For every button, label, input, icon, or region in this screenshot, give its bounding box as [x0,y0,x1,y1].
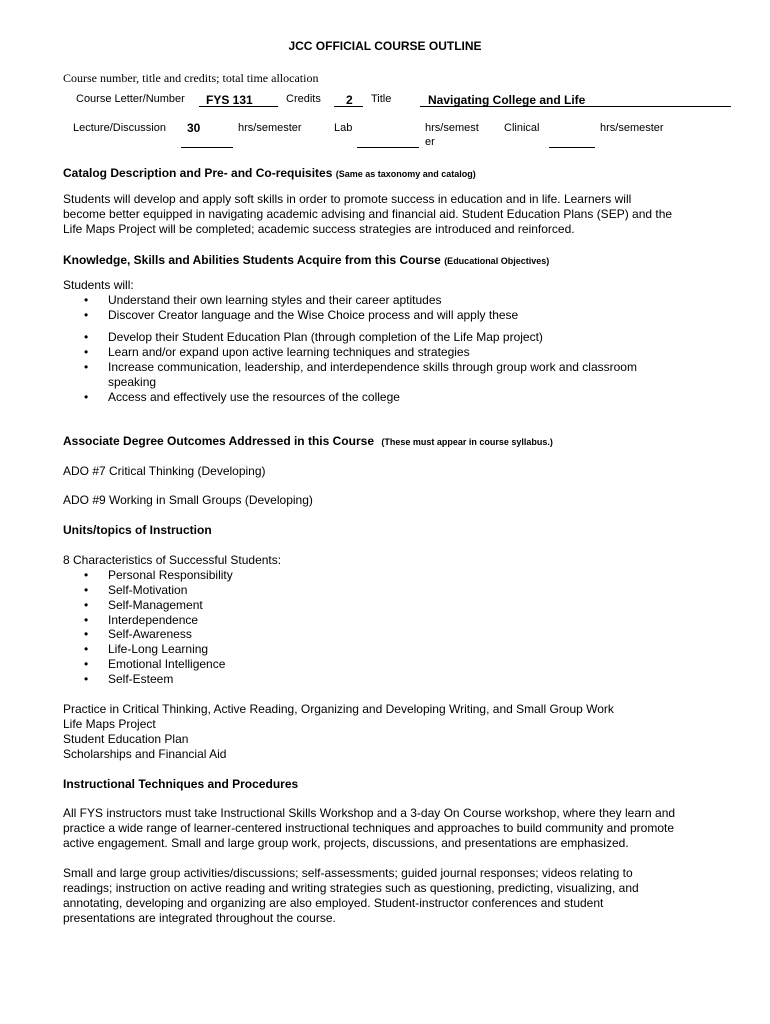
list-item [84,627,192,642]
bullet-icon: • [84,345,89,359]
ado-heading [63,434,553,449]
list-item-continuation: speaking [108,375,157,389]
list-item [84,390,400,405]
bullet-icon: • [84,360,89,374]
catalog-heading-note: (Same as taxonomy and catalog) [335,169,476,179]
list-item-text: Self-Esteem [108,672,174,686]
units-extra-line: Scholarships and Financial Aid [63,747,227,761]
ado-item-1: ADO #7 Critical Thinking (Developing) [63,464,266,478]
course-header-subtitle: Course number, title and credits; total time allocation [63,71,319,85]
clinical-underline [549,147,595,148]
lecture-value: 30 [187,121,201,135]
list-item-text: Personal Responsibility [108,568,233,582]
bullet-icon: • [84,330,89,344]
course-letter-label: Course Letter/Number [76,93,185,105]
objectives-heading-note: (Educational Objectives) [444,256,550,266]
lab-hrs-label-a: hrs/semest [425,122,479,134]
units-intro: 8 Characteristics of Successful Students: [63,553,282,567]
lecture-underline [181,147,233,148]
title-label: Title [371,93,392,105]
list-item-text: Self-Awareness [108,627,192,641]
list-item [84,672,174,687]
bullet-icon: • [84,390,89,404]
list-item-text: Self-Motivation [108,583,188,597]
list-item-text: Develop their Student Education Plan (through completion of the Life Map project) [108,330,543,344]
list-item [84,345,470,360]
ado-heading-text: Associate Degree Outcomes Addressed in this Course [63,434,374,448]
bullet-icon: • [84,568,89,582]
course-title-underline [420,106,731,107]
catalog-line: Life Maps Project will be completed; academic success strategies are introduced and reinforced. [63,222,575,236]
catalog-heading-text: Catalog Description and Pre- and Co-requisites [63,166,333,180]
techniques-line: annotating, developing and organizing are also employed. Student-instructor conferences and student [63,896,604,910]
catalog-description [63,192,713,237]
units-extra [63,702,713,762]
credits-value: 2 [346,93,353,107]
bullet-icon: • [84,293,89,307]
bullet-icon: • [84,583,89,597]
list-item-text: Emotional Intelligence [108,657,226,671]
credits-label: Credits [286,93,321,105]
document-title: JCC OFFICIAL COURSE OUTLINE [288,39,482,53]
bullet-icon: • [84,627,89,641]
objectives-heading-text: Knowledge, Skills and Abilities Students Acquire from this Course [63,253,441,267]
clinical-label: Clinical [504,122,540,134]
list-item [84,613,199,628]
course-letter-underline [199,106,278,107]
list-item [84,308,519,323]
list-item-text: Understand their own learning styles and their career aptitudes [108,293,442,307]
course-letter-value: FYS 131 [206,93,253,107]
list-item [84,568,233,583]
bullet-icon: • [84,657,89,671]
techniques-paragraph-1 [63,806,713,851]
techniques-heading: Instructional Techniques and Procedures [63,777,299,791]
list-item [84,360,637,375]
course-title-value: Navigating College and Life [428,93,586,107]
bullet-icon: • [84,613,89,627]
ado-heading-note: (These must appear in course syllabus.) [381,437,553,447]
techniques-paragraph-2 [63,866,713,926]
techniques-line: practice a wide range of learner-centered instructional techniques and approaches to build community and promote [63,821,675,835]
list-item-text: Self-Management [108,598,203,612]
techniques-line: Small and large group activities/discussions; self-assessments; guided journal responses; videos relating to [63,866,633,880]
objectives-heading [63,253,549,268]
techniques-line: readings; instruction on active reading and writing strategies such as questioning, predicting, visualizing, and [63,881,639,895]
list-item-text: Learn and/or expand upon active learning techniques and strategies [108,345,470,359]
list-item [84,583,188,598]
lab-underline [357,147,419,148]
bullet-icon: • [84,308,89,322]
units-heading: Units/topics of Instruction [63,523,212,537]
clinical-hrs-label: hrs/semester [600,122,664,134]
ado-item-2: ADO #9 Working in Small Groups (Developing) [63,493,313,507]
bullet-icon: • [84,642,89,656]
list-item-text: Life-Long Learning [108,642,209,656]
list-item [84,598,203,613]
list-item [84,657,226,672]
techniques-line: All FYS instructors must take Instructional Skills Workshop and a 3-day On Course workshop, where they learn and [63,806,676,820]
catalog-line: Students will develop and apply soft skills in order to promote success in education and in life. Learners will [63,192,632,206]
units-extra-line: Life Maps Project [63,717,156,731]
objectives-intro: Students will: [63,278,134,292]
lecture-label: Lecture/Discussion [73,122,166,134]
catalog-heading [63,166,476,181]
units-extra-line: Practice in Critical Thinking, Active Reading, Organizing and Developing Writing, and Small Group Work [63,702,614,716]
list-item-text: Interdependence [108,613,199,627]
credits-underline [334,106,363,107]
list-item-text: Increase communication, leadership, and interdependence skills through group work and classroom [108,360,637,374]
techniques-line: active engagement. Small and large group work, projects, discussions, and presentations are emphasized. [63,836,629,850]
lab-hrs-label-b: er [425,136,435,148]
bullet-icon: • [84,672,89,686]
techniques-line: presentations are integrated throughout the course. [63,911,336,925]
lab-label: Lab [334,122,353,134]
bullet-icon: • [84,598,89,612]
lecture-hrs-label: hrs/semester [238,122,302,134]
list-item-text: Discover Creator language and the Wise Choice process and will apply these [108,308,519,322]
units-extra-line: Student Education Plan [63,732,189,746]
list-item-text: Access and effectively use the resources of the college [108,390,400,404]
catalog-line: become better equipped in navigating academic advising and financial aid. Student Education Plans (SEP) and the [63,207,673,221]
list-item [84,642,209,657]
list-item [84,330,543,345]
list-item [84,293,442,308]
